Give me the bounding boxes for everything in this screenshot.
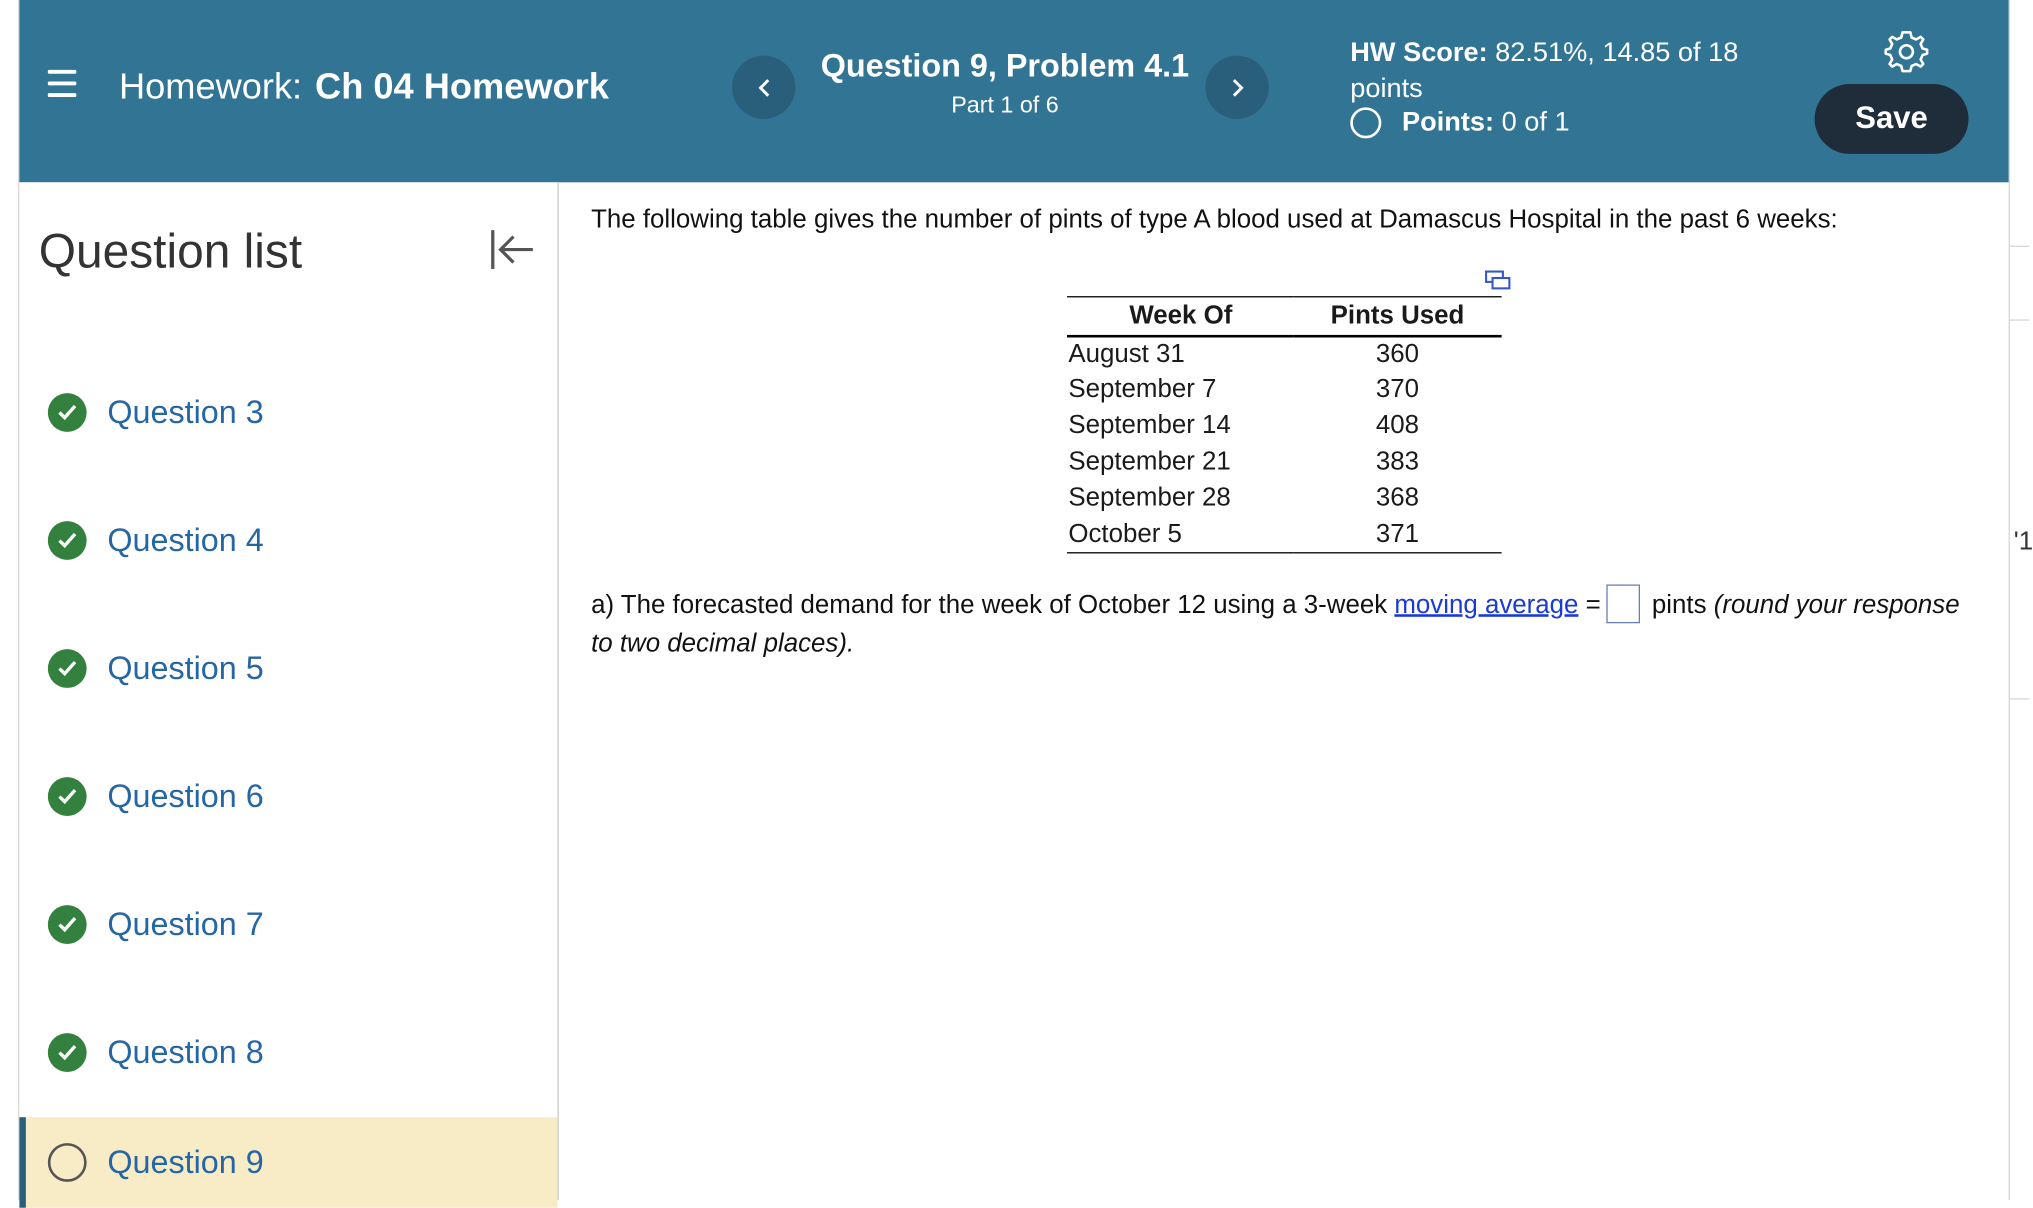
table-cell: 383 <box>1375 447 1420 476</box>
hw-score-unit: points <box>1350 73 1423 104</box>
question-part-a <box>591 584 1988 663</box>
sidebar-title: Question list <box>38 224 303 279</box>
table-cell: October 5 <box>1068 519 1182 548</box>
table-cell: September 28 <box>1068 483 1231 513</box>
table-row <box>1067 480 1502 516</box>
points-value: 0 of 1 <box>1501 107 1570 138</box>
table-cell: 371 <box>1375 519 1420 548</box>
hw-score-value: 82.51%, 14.85 of 18 <box>1495 37 1739 68</box>
next-question-button[interactable] <box>1205 56 1268 119</box>
copy-table-icon[interactable] <box>1485 270 1511 291</box>
question-list-label: Question 9 <box>107 1143 264 1180</box>
points-row <box>1350 107 1569 138</box>
table-cell: 370 <box>1375 374 1420 404</box>
check-circle-icon <box>48 649 87 688</box>
previous-question-button[interactable] <box>732 56 795 119</box>
table-cell: September 21 <box>1068 447 1231 476</box>
column-header: Week Of <box>1067 297 1293 336</box>
chevron-right-icon <box>1229 77 1245 98</box>
question-list-item[interactable] <box>19 502 557 580</box>
question-list-item-current[interactable] <box>19 1117 557 1208</box>
hamburger-menu-icon[interactable] <box>48 70 76 98</box>
moving-average-link[interactable]: moving average <box>1394 590 1579 620</box>
table-row <box>1067 444 1502 480</box>
question-a-unit: pints <box>1644 590 1714 620</box>
question-content <box>559 182 2009 1200</box>
table-cell: August 31 <box>1068 339 1185 368</box>
homework-name: Ch 04 Homework <box>315 65 609 107</box>
table-cell: 368 <box>1375 483 1420 513</box>
top-header <box>19 0 2008 182</box>
question-list-label: Question 6 <box>107 777 264 815</box>
homework-title <box>119 66 609 107</box>
check-circle-icon <box>48 521 87 560</box>
question-list-label: Question 7 <box>107 905 264 943</box>
question-list-sidebar <box>19 182 558 1200</box>
question-list-label: Question 3 <box>107 393 264 430</box>
table-row <box>1067 517 1502 553</box>
question-a-prefix: a) The forecasted demand for the week of October 12 using a 3-week <box>591 590 1395 620</box>
gear-icon[interactable] <box>1884 30 1928 74</box>
points-label: Points: <box>1402 107 1495 138</box>
table-header-row <box>1067 297 1502 336</box>
table-row <box>1067 408 1502 444</box>
question-intro: The following table gives the number of pints of type A blood used at Damascus Hospital in the past 6 weeks: <box>591 205 1838 235</box>
check-circle-icon <box>48 1033 87 1072</box>
question-list-label: Question 8 <box>107 1033 264 1071</box>
collapse-sidebar-icon[interactable] <box>488 225 537 274</box>
question-list-label: Question 4 <box>107 521 264 558</box>
table-row <box>1067 372 1502 408</box>
chevron-left-icon <box>756 77 772 98</box>
table-cell: September 14 <box>1068 411 1231 440</box>
check-circle-icon <box>48 777 87 816</box>
right-gutter <box>2009 0 2033 1200</box>
homework-label: Homework: <box>118 65 303 107</box>
incomplete-circle-icon <box>48 1143 87 1182</box>
table-cell: 408 <box>1375 411 1420 440</box>
save-button[interactable]: Save <box>1815 84 1969 154</box>
check-circle-icon <box>48 393 87 432</box>
question-list-label: Question 5 <box>107 649 264 686</box>
table-cell: 360 <box>1375 339 1420 368</box>
column-header: Pints Used <box>1293 297 1501 336</box>
question-list-item[interactable] <box>19 374 557 452</box>
right-edge-text: '1 <box>2013 527 2033 557</box>
blood-usage-table <box>1067 296 1502 553</box>
question-list-item[interactable] <box>19 886 557 964</box>
question-a-note: (round your response to two decimal places). <box>591 590 1960 659</box>
question-list-item[interactable] <box>19 1014 557 1092</box>
hw-score-label: HW Score: <box>1350 37 1488 68</box>
hw-score <box>1350 35 1790 107</box>
question-part: Part 1 of 6 <box>951 91 1059 118</box>
table-cell: September 7 <box>1068 374 1217 404</box>
question-a-equals: = <box>1578 590 1601 620</box>
question-list-item[interactable] <box>19 758 557 836</box>
table-row <box>1067 336 1502 372</box>
check-circle-icon <box>48 905 87 944</box>
left-gutter <box>0 0 19 1200</box>
question-title: Question 9, Problem 4.1 <box>820 47 1190 85</box>
points-status-icon <box>1350 107 1381 138</box>
question-list-item[interactable] <box>19 630 557 708</box>
answer-input[interactable] <box>1606 584 1640 623</box>
